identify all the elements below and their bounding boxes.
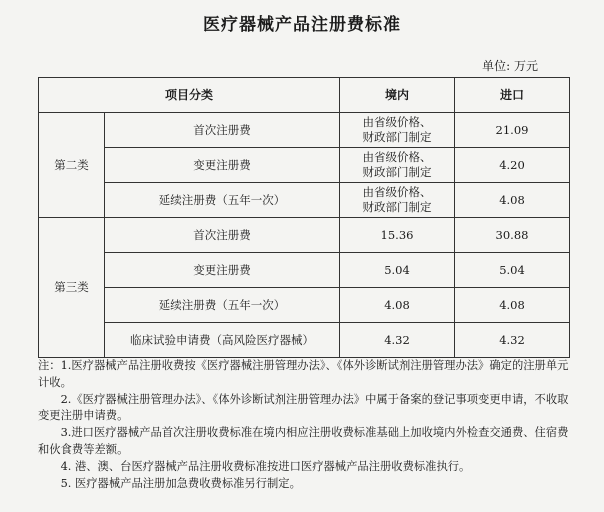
header-category: 项目分类	[39, 78, 340, 113]
item-cell: 首次注册费	[105, 113, 340, 148]
table-row	[39, 288, 570, 323]
import-cell: 4.08	[455, 288, 570, 323]
item-cell: 变更注册费	[105, 253, 340, 288]
domestic-cell: 5.04	[340, 253, 455, 288]
domestic-cell: 由省级价格、 财政部门制定	[340, 148, 455, 183]
note-3: 3.进口医疗器械产品首次注册收费标准在境内相应注册收费标准基础上加收境内外检查交通费、住宿费和伙食费等差额。	[38, 426, 569, 456]
note-5: 5. 医疗器械产品注册加急费收费标准另行制定。	[60, 476, 301, 490]
note-2: 2.《医疗器械注册管理办法》、《体外诊断试剂注册管理办法》中属于备案的登记事项变更申请，不收取变更注册申请费。	[38, 392, 569, 423]
import-cell: 21.09	[455, 113, 570, 148]
item-cell: 延续注册费（五年一次）	[105, 288, 340, 323]
import-cell: 4.32	[455, 323, 570, 358]
table-row	[39, 253, 570, 288]
item-cell: 临床试验申请费（高风险医疗器械）	[105, 323, 340, 358]
note-4: 4. 港、澳、台医疗器械产品注册收费标准按进口医疗器械产品注册收费标准执行。	[60, 459, 471, 473]
group-label: 第三类	[39, 218, 105, 358]
table-header-row	[39, 78, 570, 113]
header-domestic: 境内	[340, 78, 455, 113]
unit-label: 单位: 万元	[482, 59, 538, 73]
domestic-cell: 4.08	[340, 288, 455, 323]
table-row	[39, 218, 570, 253]
import-cell: 30.88	[455, 218, 570, 253]
import-cell: 4.20	[455, 148, 570, 183]
document-title: 医疗器械产品注册费标准	[203, 15, 401, 35]
import-cell: 4.08	[455, 183, 570, 218]
table-row	[39, 113, 570, 148]
header-import: 进口	[455, 78, 570, 113]
table-row	[39, 148, 570, 183]
domestic-cell: 4.32	[340, 323, 455, 358]
fee-table	[38, 77, 570, 358]
item-cell: 延续注册费（五年一次）	[105, 183, 340, 218]
import-cell: 5.04	[455, 253, 570, 288]
domestic-cell: 由省级价格、 财政部门制定	[340, 183, 455, 218]
item-cell: 首次注册费	[105, 218, 340, 253]
group-label: 第二类	[39, 113, 105, 218]
domestic-cell: 由省级价格、 财政部门制定	[340, 113, 455, 148]
note-1: 注：1.医疗器械产品注册收费按《医疗器械注册管理办法》、《体外诊断试剂注册管理办法》确定的注册单元计收。	[38, 359, 569, 389]
notes-section	[38, 358, 569, 492]
table-row	[39, 323, 570, 358]
item-cell: 变更注册费	[105, 148, 340, 183]
domestic-cell: 15.36	[340, 218, 455, 253]
table-row	[39, 183, 570, 218]
